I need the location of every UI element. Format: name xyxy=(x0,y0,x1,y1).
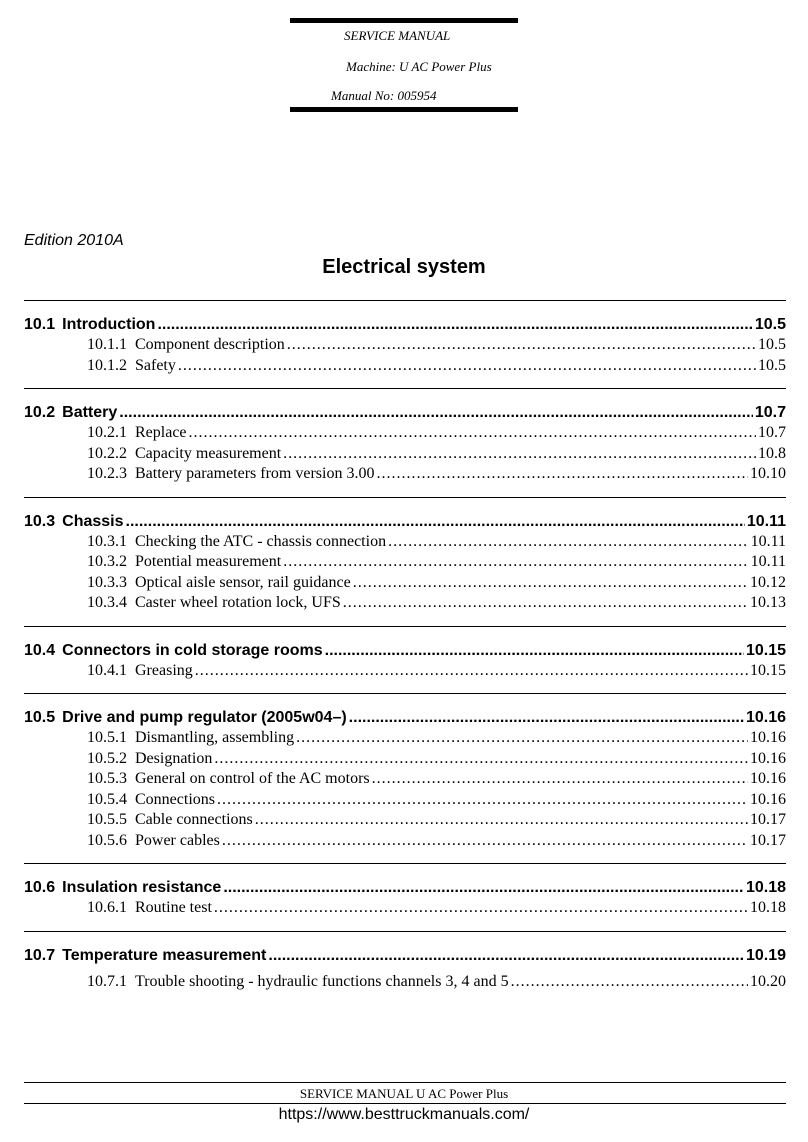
entry-page: 10.13 xyxy=(750,594,786,611)
entry-title: Power cables xyxy=(135,831,220,849)
dot-leader xyxy=(287,335,756,356)
section-title: Introduction xyxy=(62,316,156,333)
entry-number: 10.5.3 xyxy=(87,770,127,787)
entry-number: 10.7.1 xyxy=(87,972,127,990)
toc-entry[interactable] xyxy=(24,444,786,465)
dot-leader xyxy=(195,661,748,682)
entry-page: 10.8 xyxy=(758,444,786,462)
section-title: Insulation resistance xyxy=(62,879,222,896)
entry-title: General on control of the AC motors xyxy=(135,770,370,787)
entry-title: Component description xyxy=(135,336,285,353)
toc-entry[interactable] xyxy=(24,573,786,594)
dot-leader xyxy=(255,810,748,831)
entry-title: Checking the ATC - chassis connection xyxy=(135,532,387,550)
entry-number: 10.5.1 xyxy=(87,729,127,746)
header-manual-no: Manual No: 005954 xyxy=(331,88,437,103)
toc-section-heading[interactable] xyxy=(24,946,786,966)
entry-title: Designation xyxy=(135,749,213,767)
entry-title: Safety xyxy=(135,356,176,374)
entry-page: 10.11 xyxy=(750,532,786,550)
entry-title: Optical aisle sensor, rail guidance xyxy=(135,573,351,591)
entry-number: 10.4.1 xyxy=(87,661,127,679)
entry-title: Connections xyxy=(135,790,215,808)
section-page: 10.18 xyxy=(745,879,786,896)
dot-leader xyxy=(353,573,748,594)
toc-section-heading[interactable] xyxy=(24,512,786,532)
header-rule-bottom xyxy=(290,107,518,112)
entry-number: 10.1.2 xyxy=(87,356,127,374)
dot-leader xyxy=(325,641,744,661)
entry-title: Battery parameters from version 3.00 xyxy=(135,465,375,482)
section-title: Temperature measurement xyxy=(62,946,267,964)
toc-section xyxy=(24,300,786,388)
toc-section-heading[interactable] xyxy=(24,315,786,335)
entry-number: 10.5.6 xyxy=(87,831,127,849)
entry-number: 10.3.1 xyxy=(87,532,127,550)
dot-leader xyxy=(349,708,744,728)
toc-entry[interactable] xyxy=(24,790,786,811)
entry-page: 10.17 xyxy=(750,831,786,849)
entry-page: 10.16 xyxy=(750,790,786,808)
header-service-manual: SERVICE MANUAL xyxy=(344,28,451,43)
toc-entry[interactable] xyxy=(24,769,786,790)
toc-entry[interactable] xyxy=(24,593,786,614)
entry-page: 10.10 xyxy=(750,465,786,482)
section-page: 10.5 xyxy=(754,316,786,333)
section-title: Drive and pump regulator (2005w04–) xyxy=(62,709,347,726)
section-page: 10.15 xyxy=(745,641,786,659)
toc-section xyxy=(24,931,786,1005)
entry-number: 10.1.1 xyxy=(87,336,127,353)
section-page: 10.7 xyxy=(754,404,786,421)
section-number: 10.2 xyxy=(24,404,56,421)
toc-section xyxy=(24,626,786,694)
header-rule-top xyxy=(290,18,518,23)
dot-leader xyxy=(296,728,748,749)
entry-page: 10.16 xyxy=(750,749,786,767)
section-page: 10.19 xyxy=(745,946,786,964)
entry-number: 10.2.3 xyxy=(87,465,127,482)
header-machine: Machine: U AC Power Plus xyxy=(346,59,492,74)
dot-leader xyxy=(157,315,752,335)
toc-entry[interactable] xyxy=(24,972,786,993)
dot-leader xyxy=(511,972,748,993)
entry-title: Capacity measurement xyxy=(135,444,282,462)
entry-page: 10.5 xyxy=(758,356,786,374)
section-page: 10.11 xyxy=(746,512,786,530)
entry-page: 10.20 xyxy=(750,972,786,990)
section-title: Battery xyxy=(62,404,118,421)
dot-leader xyxy=(223,878,744,898)
entry-title: Replace xyxy=(135,424,187,441)
toc-entry[interactable] xyxy=(24,423,786,444)
entry-page: 10.16 xyxy=(750,729,786,746)
toc-entry[interactable] xyxy=(24,749,786,770)
toc-entry[interactable] xyxy=(24,356,786,377)
toc-section-heading[interactable] xyxy=(24,641,786,661)
entry-title: Routine test xyxy=(135,899,212,916)
toc-entry[interactable] xyxy=(24,335,786,356)
footer-url[interactable]: https://www.besttruckmanuals.com/ xyxy=(278,1106,530,1123)
toc-entry[interactable] xyxy=(24,552,786,573)
toc-entry[interactable] xyxy=(24,532,786,553)
entry-number: 10.3.2 xyxy=(87,553,127,570)
entry-number: 10.5.4 xyxy=(87,790,127,808)
entry-title: Caster wheel rotation lock, UFS xyxy=(135,594,341,611)
toc-section xyxy=(24,693,786,863)
dot-leader xyxy=(214,898,748,919)
edition-label: Edition 2010A xyxy=(24,232,124,249)
toc-section xyxy=(24,863,786,931)
entry-number: 10.5.2 xyxy=(87,749,127,767)
footer-rule xyxy=(24,1082,786,1083)
dot-leader xyxy=(388,532,749,553)
dot-leader xyxy=(283,444,756,465)
toc-entry[interactable] xyxy=(24,661,786,682)
toc-section-heading[interactable] xyxy=(24,878,786,898)
entry-number: 10.3.4 xyxy=(87,594,127,611)
footer-text: SERVICE MANUAL U AC Power Plus xyxy=(299,1086,509,1101)
entry-page: 10.15 xyxy=(750,661,786,679)
section-number: 10.7 xyxy=(24,946,56,964)
footer-rule-bottom xyxy=(24,1103,786,1104)
dot-leader xyxy=(372,769,748,790)
section-number: 10.1 xyxy=(24,316,56,333)
page-title: Electrical system xyxy=(322,256,486,278)
dot-leader xyxy=(214,749,748,770)
entry-page: 10.11 xyxy=(750,553,786,570)
section-title: Connectors in cold storage rooms xyxy=(62,641,323,659)
dot-leader xyxy=(222,831,748,852)
toc-entry[interactable] xyxy=(24,728,786,749)
section-number: 10.6 xyxy=(24,879,56,896)
entry-number: 10.6.1 xyxy=(87,899,127,916)
entry-title: Dismantling, assembling xyxy=(135,729,295,746)
toc-section-heading[interactable] xyxy=(24,708,786,728)
entry-title: Potential measurement xyxy=(135,553,282,570)
section-title: Chassis xyxy=(62,512,124,530)
entry-page: 10.12 xyxy=(750,573,786,591)
entry-page: 10.5 xyxy=(758,336,786,353)
section-number: 10.3 xyxy=(24,512,56,530)
entry-page: 10.16 xyxy=(750,770,786,787)
dot-leader xyxy=(119,403,753,423)
section-number: 10.5 xyxy=(24,709,56,726)
toc-section xyxy=(24,497,786,626)
section-number: 10.4 xyxy=(24,641,56,659)
dot-leader xyxy=(283,552,748,573)
entry-number: 10.2.2 xyxy=(87,444,127,462)
entry-title: Cable connections xyxy=(135,811,253,828)
entry-number: 10.2.1 xyxy=(87,424,127,441)
entry-title: Trouble shooting - hydraulic functions channels 3, 4 and 5 xyxy=(135,972,509,990)
toc-section xyxy=(24,388,786,497)
dot-leader xyxy=(178,356,756,377)
toc-entry[interactable] xyxy=(24,898,786,919)
toc-entry[interactable] xyxy=(24,464,786,485)
entry-number: 10.5.5 xyxy=(87,811,127,828)
section-page: 10.16 xyxy=(745,709,786,726)
entry-page: 10.17 xyxy=(750,811,786,828)
toc-section-heading[interactable] xyxy=(24,403,786,423)
entry-number: 10.3.3 xyxy=(87,573,127,591)
dot-leader xyxy=(126,512,745,532)
dot-leader xyxy=(268,946,744,966)
entry-title: Greasing xyxy=(135,661,193,679)
dot-leader xyxy=(343,593,748,614)
toc-entry[interactable] xyxy=(24,810,786,831)
toc-entry[interactable] xyxy=(24,831,786,852)
table-of-contents xyxy=(24,300,786,1004)
dot-leader xyxy=(189,423,756,444)
entry-page: 10.7 xyxy=(758,424,786,441)
dot-leader xyxy=(376,464,748,485)
dot-leader xyxy=(217,790,748,811)
entry-page: 10.18 xyxy=(750,899,786,916)
